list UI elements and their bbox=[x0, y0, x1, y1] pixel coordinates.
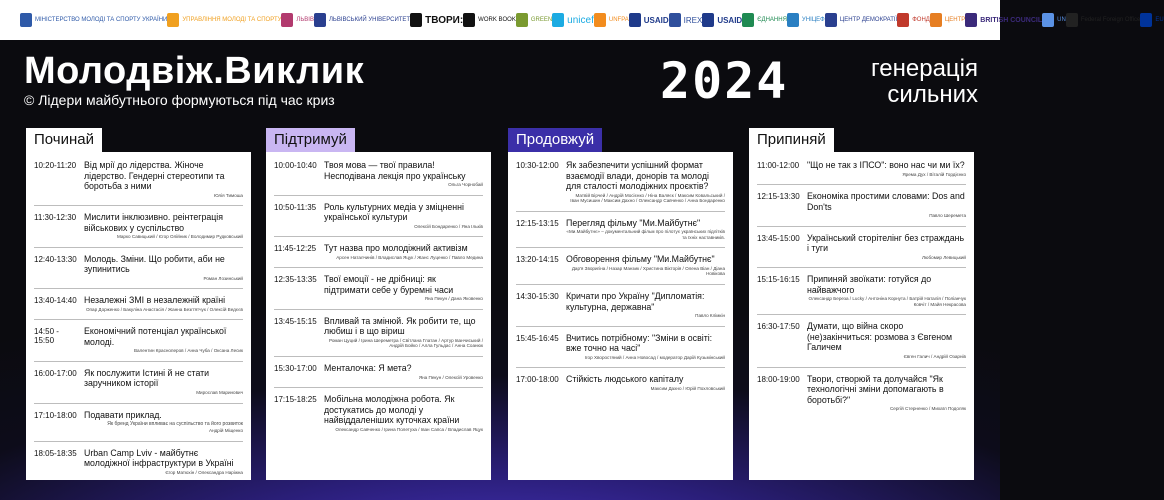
logo-mark-icon bbox=[552, 13, 564, 27]
column-tab: Підтримуй bbox=[266, 128, 355, 152]
partner-logo-strip bbox=[0, 0, 1164, 40]
session-speakers: Опар Дорженко / Бакуліна Анастасія / Жанна Безп'ятчук / Олексій Ведєєв bbox=[85, 306, 243, 312]
session-speakers: Роман Лозинський bbox=[203, 275, 243, 281]
session-row bbox=[516, 333, 725, 361]
session-title: Вчитись потрібному: "Зміни в освіті: вже точно на часі" bbox=[566, 332, 713, 354]
lviv-logo bbox=[281, 13, 314, 27]
session-divider bbox=[757, 184, 966, 185]
session-body bbox=[84, 160, 243, 198]
session-time: 15:30-17:00 bbox=[274, 364, 317, 374]
session-body bbox=[807, 374, 966, 412]
session-title: Думати, що війна скоро (не)закінчиться: розмова з Євгеном Галичем bbox=[807, 321, 953, 353]
session-title: Як забезпечити успішний формат взаємодії влади, донорів та молоді для сталості молодіжних проєктів? bbox=[566, 160, 709, 191]
session-divider bbox=[757, 367, 966, 368]
tagline-line-2: сильних bbox=[887, 81, 978, 108]
session-divider bbox=[516, 367, 725, 368]
session-row bbox=[34, 368, 243, 396]
session-row bbox=[516, 218, 725, 241]
session-divider bbox=[34, 288, 243, 289]
session-body bbox=[324, 363, 483, 380]
session-body bbox=[807, 191, 966, 219]
session-body bbox=[807, 274, 966, 307]
session-row bbox=[757, 191, 966, 219]
tagline bbox=[871, 56, 978, 108]
session-title: Обговорення фільму "Ми.Майбутнє" bbox=[566, 254, 715, 265]
irex-logo bbox=[669, 13, 703, 27]
session-speakers: Ярема Дух / Віталій Гордієнко bbox=[902, 171, 966, 177]
session-row bbox=[274, 243, 483, 260]
session-time: 12:15-13:15 bbox=[516, 218, 559, 228]
session-title: Перегляд фільму "Ми.Майбутнє" bbox=[566, 217, 701, 228]
session-divider bbox=[274, 195, 483, 196]
tvory-logo bbox=[410, 13, 463, 27]
logo-text: МІНІСТЕРСТВО МОЛОДІ ТА СПОРТУ УКРАЇНИ bbox=[35, 16, 168, 23]
session-title: Urban Camp Lviv - майбутнє молодіжної інфраструктури в Україні bbox=[84, 447, 234, 469]
session-time: 15:15-16:15 bbox=[757, 275, 800, 285]
logo-text: ЛЬВІВСЬКИЙ УНІВЕРСИТЕТ bbox=[328, 16, 411, 23]
session-time: 13:40-14:40 bbox=[34, 296, 77, 306]
logo-mark-icon bbox=[1140, 13, 1152, 27]
logo-text: ЄДНАННЯ bbox=[757, 16, 787, 23]
session-time: 12:40-13:30 bbox=[34, 254, 77, 264]
logo-mark-icon bbox=[965, 13, 977, 27]
logo-mark-icon bbox=[787, 13, 799, 27]
session-speakers: Євген Галич / Андрій Озарнів bbox=[903, 353, 966, 359]
session-time: 13:45-15:15 bbox=[274, 316, 317, 326]
logo-text: GREEN bbox=[530, 16, 553, 23]
session-title: Молодь. Зміни. Що робити, аби не зупинитись bbox=[84, 253, 225, 275]
session-body bbox=[566, 160, 725, 204]
session-speakers: Олексій Бондаренко / Яна Ільків bbox=[414, 223, 483, 229]
eu-logo bbox=[1140, 13, 1163, 27]
session-title: Тут назва про молодіжний активізм bbox=[324, 243, 468, 254]
column-pidtrymui bbox=[266, 128, 491, 480]
session-row bbox=[34, 410, 243, 434]
logo-mark-icon bbox=[410, 13, 422, 27]
session-row bbox=[757, 233, 966, 261]
logo-text: UN bbox=[1057, 16, 1066, 23]
unfpa-logo bbox=[594, 13, 629, 27]
session-divider bbox=[34, 441, 243, 442]
center-logo bbox=[825, 13, 897, 27]
column-prodovzhui bbox=[508, 128, 733, 480]
session-body bbox=[84, 326, 243, 354]
logo-mark-icon bbox=[1066, 13, 1078, 27]
british-council-logo bbox=[965, 13, 1042, 27]
session-speakers: Матвій Бірчей / Андрій Мосієнко / Ніна Валяєк / Максим Ковальський / Іван Мусишин / Максим Дахно / Олександр Савченко / Анна Бондаренко bbox=[570, 192, 725, 204]
session-divider bbox=[274, 356, 483, 357]
session-speakers: Єгор Матюхін / Олександра Наріжна bbox=[165, 469, 243, 475]
logo-text: УПРАВЛІННЯ МОЛОДІ ТА СПОРТУ bbox=[182, 16, 282, 23]
session-title: Твоя мова — твої правила! Несподівана лекція про українську bbox=[324, 160, 466, 181]
unicef-logo bbox=[552, 13, 594, 27]
session-title: Твори, створюй та долучайся "Як технологічні зміни допомагають в боротьбі?" bbox=[807, 373, 944, 405]
session-row bbox=[516, 160, 725, 204]
logo-text: USAID bbox=[717, 15, 743, 25]
unicef-ua-logo bbox=[787, 13, 825, 27]
session-divider bbox=[757, 226, 966, 227]
department-logo bbox=[167, 13, 281, 27]
session-divider bbox=[516, 247, 725, 248]
session-time: 10:30-12:00 bbox=[516, 161, 559, 170]
session-time: 12:35-13:35 bbox=[274, 275, 317, 285]
session-row bbox=[274, 160, 483, 188]
partner4-logo bbox=[1066, 13, 1141, 27]
session-body bbox=[324, 243, 483, 260]
session-speakers: Павло Клімкін bbox=[695, 313, 725, 319]
logo-text: unicef bbox=[567, 14, 594, 26]
session-row bbox=[34, 160, 243, 198]
session-body bbox=[84, 448, 243, 476]
logo-mark-icon bbox=[629, 13, 641, 27]
session-time: 14:30-15:30 bbox=[516, 292, 559, 302]
logo-mark-icon bbox=[669, 13, 681, 27]
session-row bbox=[516, 374, 725, 391]
logo-text: Federal Foreign Office bbox=[1080, 16, 1141, 23]
session-body bbox=[566, 374, 725, 391]
session-time: 15:45-16:45 bbox=[516, 333, 559, 343]
session-speakers: Сергій Стерненко / Михаїл Подоляк bbox=[889, 406, 966, 412]
session-row bbox=[274, 394, 483, 432]
session-speakers: Арсен Наталчинів / Владислав Яцук / Жанс Луценко / Павло Медина bbox=[336, 254, 483, 260]
session-time: 17:00-18:00 bbox=[516, 375, 559, 385]
session-time: 11:45-12:25 bbox=[274, 244, 317, 254]
session-title: Економічний потенціал української молоді. bbox=[84, 326, 227, 347]
session-divider bbox=[274, 267, 483, 268]
logo-mark-icon bbox=[1042, 13, 1054, 27]
session-note: Як бренд України впливає на суспільство та його розвиток bbox=[107, 421, 243, 428]
session-body bbox=[566, 218, 725, 241]
session-body bbox=[807, 233, 966, 261]
session-title: Кричати про Україну "Дипломатія: культурна, державна" bbox=[566, 291, 705, 312]
session-title: Незалежні ЗМІ в незалежній країні bbox=[84, 295, 226, 306]
logo-mark-icon bbox=[897, 13, 909, 27]
session-body bbox=[84, 295, 243, 312]
page-subtitle: © Лідери майбутнього формуються під час криз bbox=[24, 92, 335, 108]
session-time: 10:00-10:40 bbox=[274, 161, 317, 170]
column-tab: Продовжуй bbox=[508, 128, 602, 152]
session-title: Впливай та змінюй. Як робити те, що любиш і в що віриш bbox=[324, 315, 476, 337]
session-body bbox=[84, 368, 243, 396]
logo-text: ТВОРИ: bbox=[425, 14, 464, 26]
logo-text: ЛЬВІВ bbox=[296, 16, 314, 23]
session-divider bbox=[757, 314, 966, 315]
session-title: Український сторітелінг без страждань і туги bbox=[807, 232, 965, 254]
session-title: Твої емоції - не дрібниці: як підтримати себе у буремні часи bbox=[324, 274, 454, 295]
session-body bbox=[324, 316, 483, 349]
session-body bbox=[84, 212, 243, 240]
session-row bbox=[34, 448, 243, 476]
partner-logo bbox=[516, 13, 552, 27]
session-time: 10:20-11:20 bbox=[34, 161, 77, 170]
schedule-card bbox=[26, 152, 251, 480]
session-title: Припиняй звоїкати: готуйся до найважчого bbox=[807, 274, 932, 295]
session-divider bbox=[757, 267, 966, 268]
session-row bbox=[757, 321, 966, 359]
session-speakers: Яна Пекун / Дана Яковенко bbox=[424, 296, 483, 302]
session-row bbox=[757, 374, 966, 412]
session-body bbox=[324, 274, 483, 302]
logo-mark-icon bbox=[463, 13, 475, 27]
session-speakers: Марко Савицький / Єгор Олійник / Володимир Рудковський bbox=[116, 234, 243, 240]
session-time: 11:00-12:00 bbox=[757, 161, 800, 170]
session-divider bbox=[274, 387, 483, 388]
session-speakers: Юлія Тимоша bbox=[213, 192, 243, 198]
session-speakers: Максим Дахно / Юрій Похловський bbox=[650, 385, 725, 391]
wordmark-logo bbox=[463, 13, 516, 27]
usaid-logo-1 bbox=[629, 13, 669, 27]
logo-text: USAID bbox=[643, 15, 669, 25]
schedule-card bbox=[266, 152, 491, 480]
session-title: Від мрії до лідерства. Жіноче лідерство. Гендерні стереотипи та боротьба з ними bbox=[84, 160, 225, 191]
logo-mark-icon bbox=[825, 13, 837, 27]
session-row bbox=[516, 291, 725, 319]
logo-mark-icon bbox=[742, 13, 754, 27]
usaid-logo-2 bbox=[702, 13, 742, 27]
session-body bbox=[566, 333, 725, 361]
session-body bbox=[84, 254, 243, 282]
partner2-logo bbox=[897, 13, 930, 27]
session-speakers: Мирослав Маринович bbox=[196, 389, 243, 395]
logo-text: UNFPA bbox=[608, 16, 629, 23]
column-tab: Припиняй bbox=[749, 128, 834, 152]
logo-text: УНІЦЕФ bbox=[801, 16, 825, 23]
session-body bbox=[324, 160, 483, 188]
session-row bbox=[274, 274, 483, 302]
session-title: Подавати приклад. bbox=[84, 409, 162, 420]
session-time: 18:05-18:35 bbox=[34, 448, 77, 458]
session-divider bbox=[34, 205, 243, 206]
logo-mark-icon bbox=[702, 13, 714, 27]
session-divider bbox=[516, 326, 725, 327]
schedule-card bbox=[508, 152, 733, 480]
schedule-card bbox=[749, 152, 974, 480]
session-time: 12:15-13:30 bbox=[757, 192, 800, 202]
session-row bbox=[757, 274, 966, 307]
session-row bbox=[34, 212, 243, 240]
session-time: 16:30-17:50 bbox=[757, 322, 800, 332]
session-title: Менталочка: Я мета? bbox=[324, 363, 412, 374]
session-body bbox=[566, 291, 725, 319]
session-time: 11:30-12:30 bbox=[34, 213, 77, 223]
session-time: 17:15-18:25 bbox=[274, 395, 317, 405]
lviv-univ-logo bbox=[314, 13, 410, 27]
session-body bbox=[566, 254, 725, 277]
logo-text: IREX bbox=[683, 15, 703, 25]
un-logo bbox=[1042, 13, 1066, 27]
partner3-logo bbox=[930, 13, 965, 27]
logo-text: ЦЕНТР bbox=[944, 16, 966, 23]
logo-text: WORK BOOK bbox=[478, 16, 516, 23]
ministry-of-youth-logo bbox=[20, 13, 167, 27]
session-title: Роль культурних медіа у зміцненні української культури bbox=[324, 201, 464, 223]
session-divider bbox=[34, 403, 243, 404]
logo-text: BRITISH COUNCIL bbox=[980, 16, 1043, 24]
logo-mark-icon bbox=[20, 13, 32, 27]
session-divider bbox=[274, 309, 483, 310]
session-time: 17:10-18:00 bbox=[34, 410, 77, 420]
logo-text: ФОНД bbox=[912, 16, 930, 23]
session-speakers: Ольга Чорнобай bbox=[448, 182, 483, 187]
session-speakers: Роман Цуций / Ірина Шереметра / Світлана Глатан / Артур Іванчиський / Андрій Бойко / Алла Гульдас / Анна Соанюк bbox=[328, 337, 483, 349]
session-title: "Що не так з ІПСО": воно нас чи ми їх? bbox=[807, 160, 965, 170]
ednannya-logo bbox=[742, 13, 787, 27]
session-speakers: Олександр Береза / Lucky / Антоніна Корнута / Батрій Наталія / Поліанчук Ковчіт / Майя Некрасова bbox=[808, 296, 966, 307]
session-time: 13:20-14:15 bbox=[516, 255, 559, 265]
year-label: 2024 bbox=[660, 52, 789, 110]
session-speakers: Валентин Красноперов / Анна Чуба / Оксана Лесик bbox=[133, 348, 243, 354]
column-tab: Починай bbox=[26, 128, 102, 152]
session-time: 10:50-11:35 bbox=[274, 202, 317, 212]
session-row bbox=[34, 326, 243, 354]
session-divider bbox=[34, 247, 243, 248]
logo-mark-icon bbox=[516, 13, 528, 27]
logo-mark-icon bbox=[167, 13, 179, 27]
session-speakers: Дар'я Зворигіна / Назар Манзик / Христина Вікторія / Олена Віан / Діана Новікова bbox=[571, 265, 725, 277]
session-row bbox=[274, 363, 483, 380]
page-title: Молодвіж.Виклик bbox=[24, 50, 365, 92]
logo-mark-icon bbox=[930, 13, 942, 27]
session-divider bbox=[34, 361, 243, 362]
logo-text: ЦЕНТР ДЕМОКРАТІЇ bbox=[839, 16, 898, 23]
session-row bbox=[274, 316, 483, 349]
session-time: 14:50 - 15:50 bbox=[34, 327, 59, 346]
session-divider bbox=[516, 284, 725, 285]
session-time: 13:45-15:00 bbox=[757, 233, 800, 243]
session-divider bbox=[274, 236, 483, 237]
session-title: Мислити інклюзивно. реінтеграція військових у суспільство bbox=[84, 212, 223, 233]
session-body bbox=[807, 160, 966, 177]
column-prypyniai bbox=[749, 128, 974, 480]
session-body bbox=[324, 202, 483, 230]
session-row bbox=[34, 254, 243, 282]
session-speakers: Андрій Міщенко bbox=[209, 428, 243, 434]
session-row bbox=[34, 295, 243, 312]
session-body bbox=[807, 321, 966, 359]
logo-mark-icon bbox=[314, 13, 326, 27]
session-speakers: Ігор Хворостяний / Анна Новосад / модератор Дарій Кузьмінський bbox=[584, 354, 725, 360]
session-speakers: Олександр Савченко / Ірина Полетуха / Іван Сапса / Владислав Яцук bbox=[335, 426, 483, 432]
logo-mark-icon bbox=[594, 13, 606, 27]
session-body bbox=[324, 394, 483, 432]
column-pochynai bbox=[26, 128, 251, 480]
session-divider bbox=[34, 319, 243, 320]
session-title: Мобільна молодіжна робота. Як достукатись до молоді у найвіддаленіших куточках країни bbox=[324, 394, 460, 426]
session-speakers: Павло Шеремета bbox=[929, 213, 966, 219]
session-time: 16:00-17:00 bbox=[34, 368, 77, 378]
tagline-line-1: генерація bbox=[871, 55, 978, 82]
session-row bbox=[757, 160, 966, 177]
session-speakers: Любомир Левицький bbox=[922, 254, 966, 260]
session-row bbox=[516, 254, 725, 277]
session-time: 18:00-19:00 bbox=[757, 374, 800, 384]
session-body bbox=[84, 410, 243, 434]
logo-mark-icon bbox=[281, 13, 293, 27]
session-row bbox=[274, 202, 483, 230]
session-speakers: Яна Пекун / Олексій Уровенко bbox=[418, 374, 483, 380]
session-speakers: «Ми.Майбутнє» – документальний фільм про пілотує українських підлітків та їхніх наставників. bbox=[566, 229, 725, 240]
session-title: Економіка простими словами: Dos and Don'ts bbox=[807, 191, 965, 212]
session-divider bbox=[516, 211, 725, 212]
logo-text: EU bbox=[1155, 16, 1164, 23]
session-title: Як послужити Істині й не стати заручником історії bbox=[84, 367, 210, 389]
session-title: Стійкість людського капіталу bbox=[566, 374, 684, 385]
